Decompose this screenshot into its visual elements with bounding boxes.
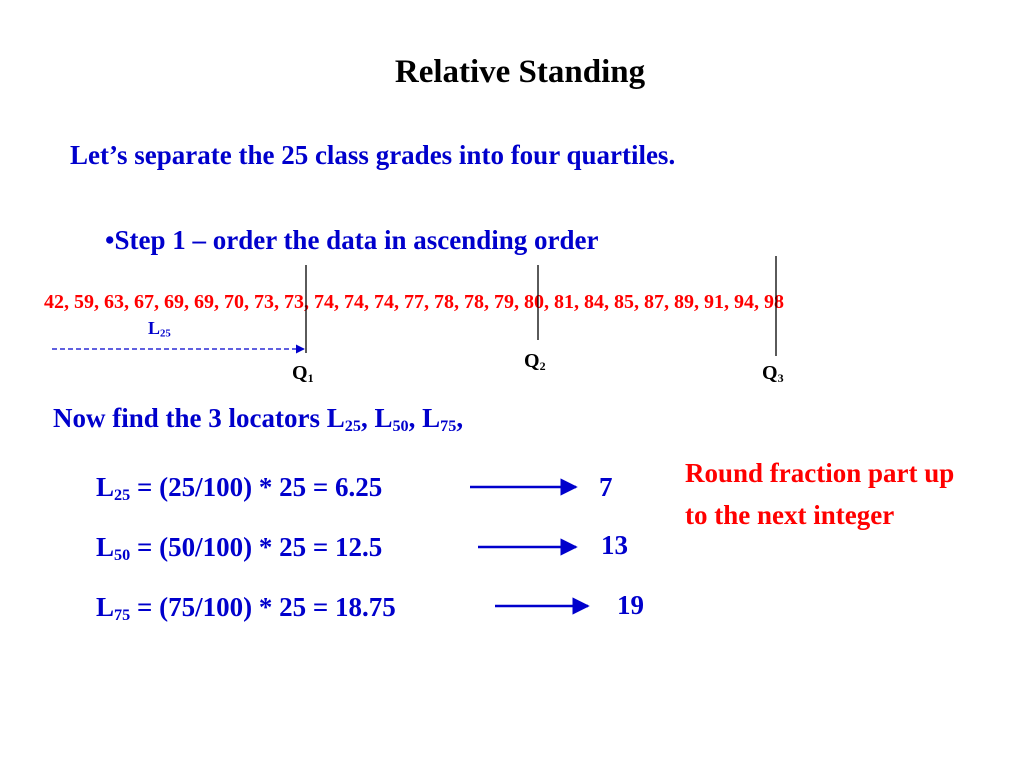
equation-l25-base: L (96, 472, 115, 502)
equation-l25-expr: = (25/100) * 25 = 6.25 (130, 472, 383, 502)
q2-sub: 2 (539, 359, 546, 373)
locator-sep-1: , (360, 403, 375, 433)
equation-l50-sub: 50 (114, 546, 131, 565)
q3-sub: 3 (777, 371, 784, 385)
equation-l75-expr: = (75/100) * 25 = 18.75 (130, 592, 396, 622)
q1-base: Q (292, 362, 308, 384)
result-l50: 13 (601, 530, 628, 560)
locator-l50-base: L (374, 403, 393, 433)
ordered-grades: 42, 59, 63, 67, 69, 69, 70, 73, 73, 74, 74, 74, 77, 78, 78, 79, 80, 81, 84, 85, 87, 89, 91, 94, 98 (44, 291, 784, 313)
locator-l25-sub: 25 (344, 417, 361, 436)
locator-l25-base: L (326, 403, 345, 433)
l25-marker-sub: 25 (160, 327, 171, 340)
locator-l75-base: L (422, 403, 441, 433)
l25-marker-base: L (148, 318, 161, 338)
q3-base: Q (762, 362, 778, 384)
q2-base: Q (524, 350, 540, 372)
locator-sep-3: , (456, 403, 464, 433)
equation-l50-base: L (96, 532, 115, 562)
intro-text: Let’s separate the 25 class grades into four quartiles. (70, 140, 676, 170)
equation-l75-sub: 75 (114, 606, 131, 625)
equation-l25-sub: 25 (114, 486, 131, 505)
step-1-text: •Step 1 – order the data in ascending order (105, 225, 599, 255)
equation-l75-base: L (96, 592, 115, 622)
result-l25: 7 (599, 472, 613, 502)
result-l75: 19 (617, 590, 644, 620)
locator-sep-2: , (408, 403, 423, 433)
locator-l50-sub: 50 (392, 417, 409, 436)
locators-prefix: Now find the 3 locators (53, 403, 327, 433)
q1-sub: 1 (307, 371, 314, 385)
slide-title: Relative Standing (394, 54, 646, 90)
rounding-note: Round fraction part up to the next integer (685, 458, 955, 530)
locator-l75-sub: 75 (440, 417, 457, 436)
equation-l50-expr: = (50/100) * 25 = 12.5 (130, 532, 383, 562)
